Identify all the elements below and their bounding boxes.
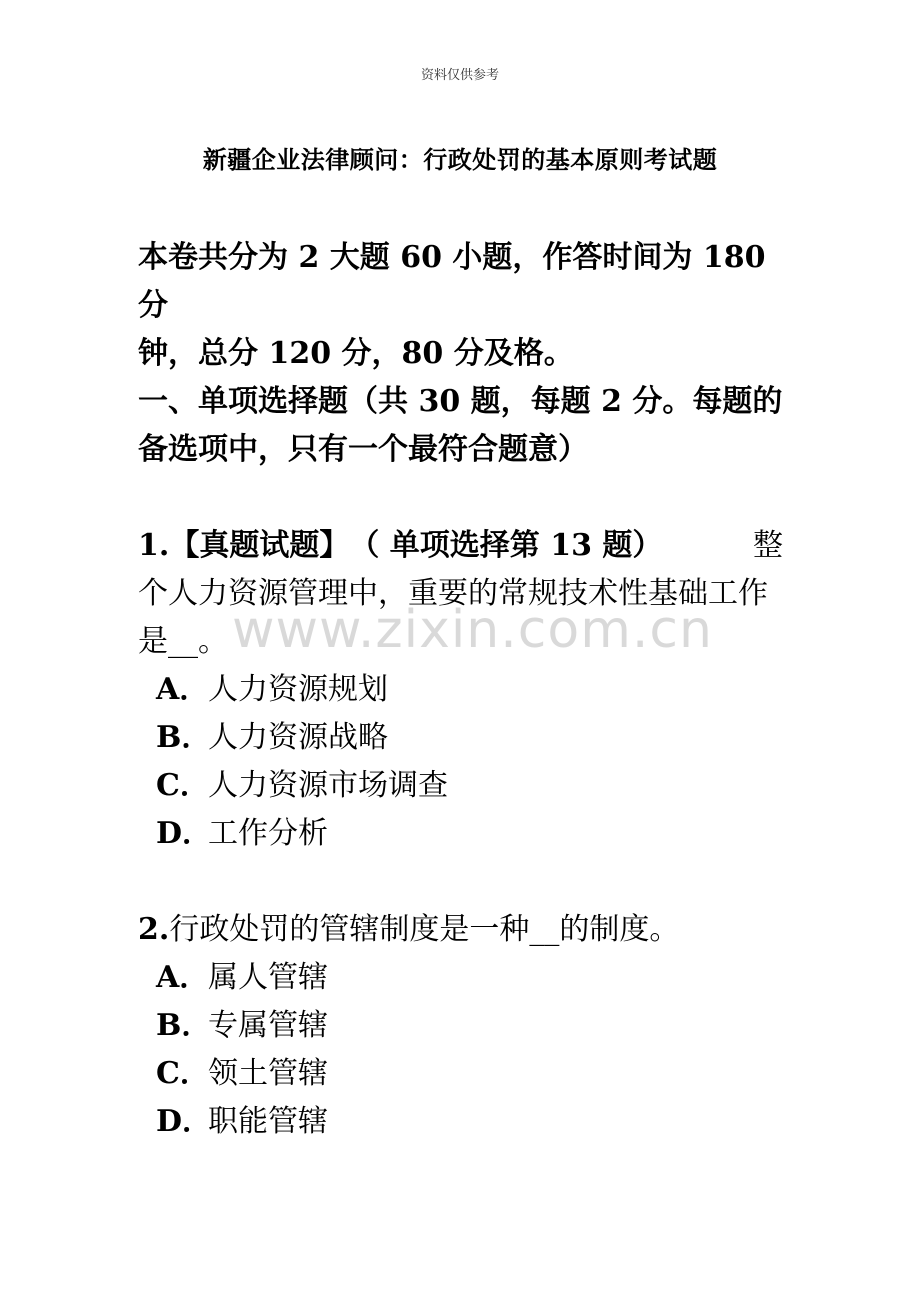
option-letter: A． [156,960,210,995]
option-text: 属人管辖 [208,960,328,995]
page-title: 新疆企业法律顾问：行政处罚的基本原则考试题 [202,145,718,174]
watermark: www.zixin.com.cn [232,600,713,660]
option-text: 职能管辖 [208,1104,328,1139]
option-letter: D． [156,1104,213,1139]
option-d [156,1098,328,1146]
option-letter: D． [156,816,213,851]
question-1 [138,522,783,666]
question-1-stem-line-2: 个人力资源管理中，重要的常规技术性基础工作 [138,576,768,611]
exam-intro-line-1: 本卷共分为 2 大题 60 小题，作答时间为 180 分 [138,240,766,323]
exam-intro-line-2: 钟，总分 120 分，80 分及格。 [138,336,574,371]
option-b [156,714,448,762]
option-letter: A． [156,672,210,707]
question-1-label: 1.【真题试题】 （ 单项选择第 13 题） [138,528,663,563]
option-c [156,1050,328,1098]
question-1-options [156,666,448,858]
option-text: 领土管辖 [208,1056,328,1091]
question-1-stem-line-3: 是__。 [138,624,228,659]
option-b [156,1002,328,1050]
option-letter: C． [156,1056,210,1091]
question-2-stem: 行政处罚的管辖制度是一种__的制度。 [169,912,680,947]
section-heading-line-1: 一、单项选择题（共 30 题，每题 2 分。每题的 [138,384,783,419]
option-c [156,762,448,810]
question-1-stem-start: 整 [753,528,783,563]
option-text: 人力资源市场调查 [208,768,448,803]
option-letter: B． [156,1008,212,1043]
option-letter: C． [156,768,210,803]
option-letter: B． [156,720,212,755]
section-heading-line-2: 备选项中，只有一个最符合题意） [138,432,588,467]
option-d [156,810,448,858]
exam-intro [138,234,783,378]
option-text: 人力资源规划 [208,672,388,707]
option-text: 专属管辖 [208,1008,328,1043]
section-heading [138,378,783,474]
question-2 [138,906,783,954]
question-1-header [138,522,783,570]
question-2-number: 2. [138,912,170,947]
option-a [156,954,328,1002]
header-note: 资料仅供参考 [420,68,499,83]
option-text: 工作分析 [208,816,328,851]
option-a [156,666,448,714]
question-2-options [156,954,328,1146]
option-text: 人力资源战略 [208,720,388,755]
